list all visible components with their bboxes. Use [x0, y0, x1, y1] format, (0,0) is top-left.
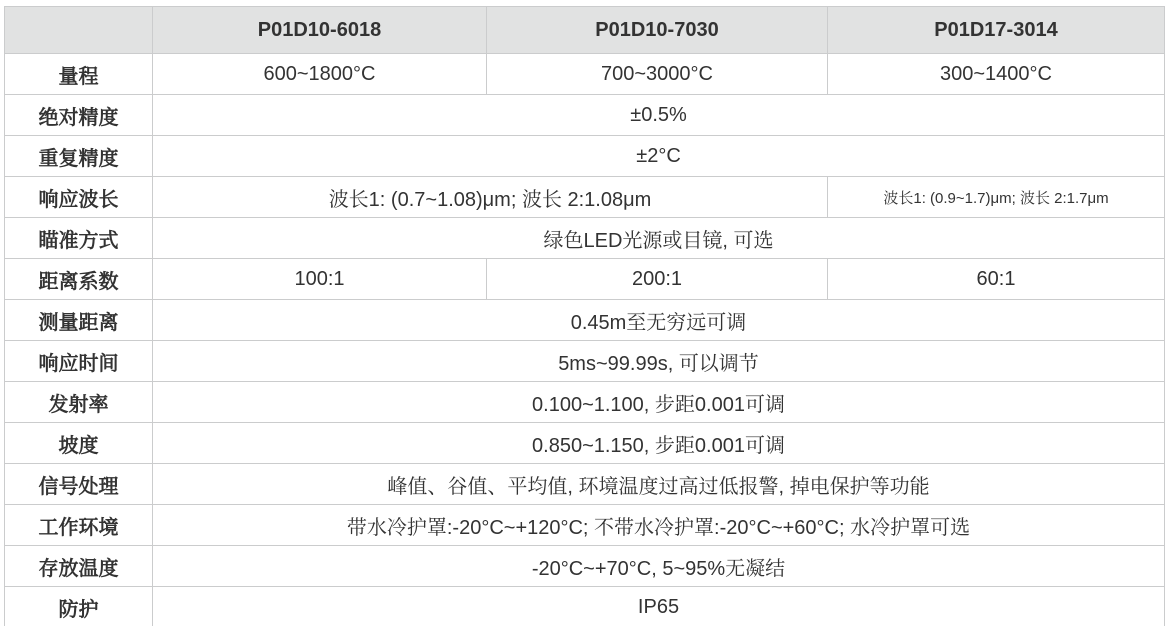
row-value: 700~3000°C [487, 54, 828, 95]
row-slope [5, 423, 1165, 464]
row-label: 发射率 [5, 382, 153, 423]
row-value: ±2°C [153, 136, 1165, 177]
row-label: 工作环境 [5, 505, 153, 546]
row-repeatability [5, 136, 1165, 177]
row-value: 5ms~99.99s, 可以调节 [153, 341, 1165, 382]
row-value: 0.850~1.150, 步距0.001可调 [153, 423, 1165, 464]
row-value: 带水冷护罩:-20°C~+120°C; 不带水冷护罩:-20°C~+60°C; 水冷护罩可选 [153, 505, 1165, 546]
row-label: 距离系数 [5, 259, 153, 300]
row-value: 200:1 [487, 259, 828, 300]
row-label: 量程 [5, 54, 153, 95]
row-label: 测量距离 [5, 300, 153, 341]
row-value: -20°C~+70°C, 5~95%无凝结 [153, 546, 1165, 587]
row-distance-ratio [5, 259, 1165, 300]
product-spec-table [4, 6, 1165, 626]
header-row [5, 7, 1165, 54]
row-protection [5, 587, 1165, 626]
row-value: 0.45m至无穷远可调 [153, 300, 1165, 341]
row-value: IP65 [153, 587, 1165, 626]
row-value: 峰值、谷值、平均值, 环境温度过高过低报警, 掉电保护等功能 [153, 464, 1165, 505]
row-value: ±0.5% [153, 95, 1165, 136]
row-label: 坡度 [5, 423, 153, 464]
row-value: 0.100~1.100, 步距0.001可调 [153, 382, 1165, 423]
row-label: 绝对精度 [5, 95, 153, 136]
row-measuring-distance [5, 300, 1165, 341]
spec-table-header [5, 7, 1165, 54]
row-label: 瞄准方式 [5, 218, 153, 259]
header-model-2: P01D10-7030 [487, 7, 828, 54]
spec-table-body [5, 54, 1165, 626]
row-operating-environment [5, 505, 1165, 546]
row-aiming-method [5, 218, 1165, 259]
row-label: 响应波长 [5, 177, 153, 218]
header-model-1: P01D10-6018 [153, 7, 487, 54]
row-label: 防护 [5, 587, 153, 626]
row-response-wavelength [5, 177, 1165, 218]
row-value: 60:1 [828, 259, 1165, 300]
row-value: 600~1800°C [153, 54, 487, 95]
row-label: 存放温度 [5, 546, 153, 587]
header-corner-cell [5, 7, 153, 54]
row-value: 300~1400°C [828, 54, 1165, 95]
row-storage-temperature [5, 546, 1165, 587]
row-response-time [5, 341, 1165, 382]
row-range [5, 54, 1165, 95]
row-emissivity [5, 382, 1165, 423]
row-label: 响应时间 [5, 341, 153, 382]
row-value: 100:1 [153, 259, 487, 300]
row-signal-processing [5, 464, 1165, 505]
row-value: 波长1: (0.7~1.08)μm; 波长 2:1.08μm [153, 177, 828, 218]
row-value: 波长1: (0.9~1.7)μm; 波长 2:1.7μm [828, 177, 1165, 218]
row-label: 信号处理 [5, 464, 153, 505]
row-value: 绿色LED光源或目镜, 可选 [153, 218, 1165, 259]
header-model-3: P01D17-3014 [828, 7, 1165, 54]
row-label: 重复精度 [5, 136, 153, 177]
row-absolute-accuracy [5, 95, 1165, 136]
